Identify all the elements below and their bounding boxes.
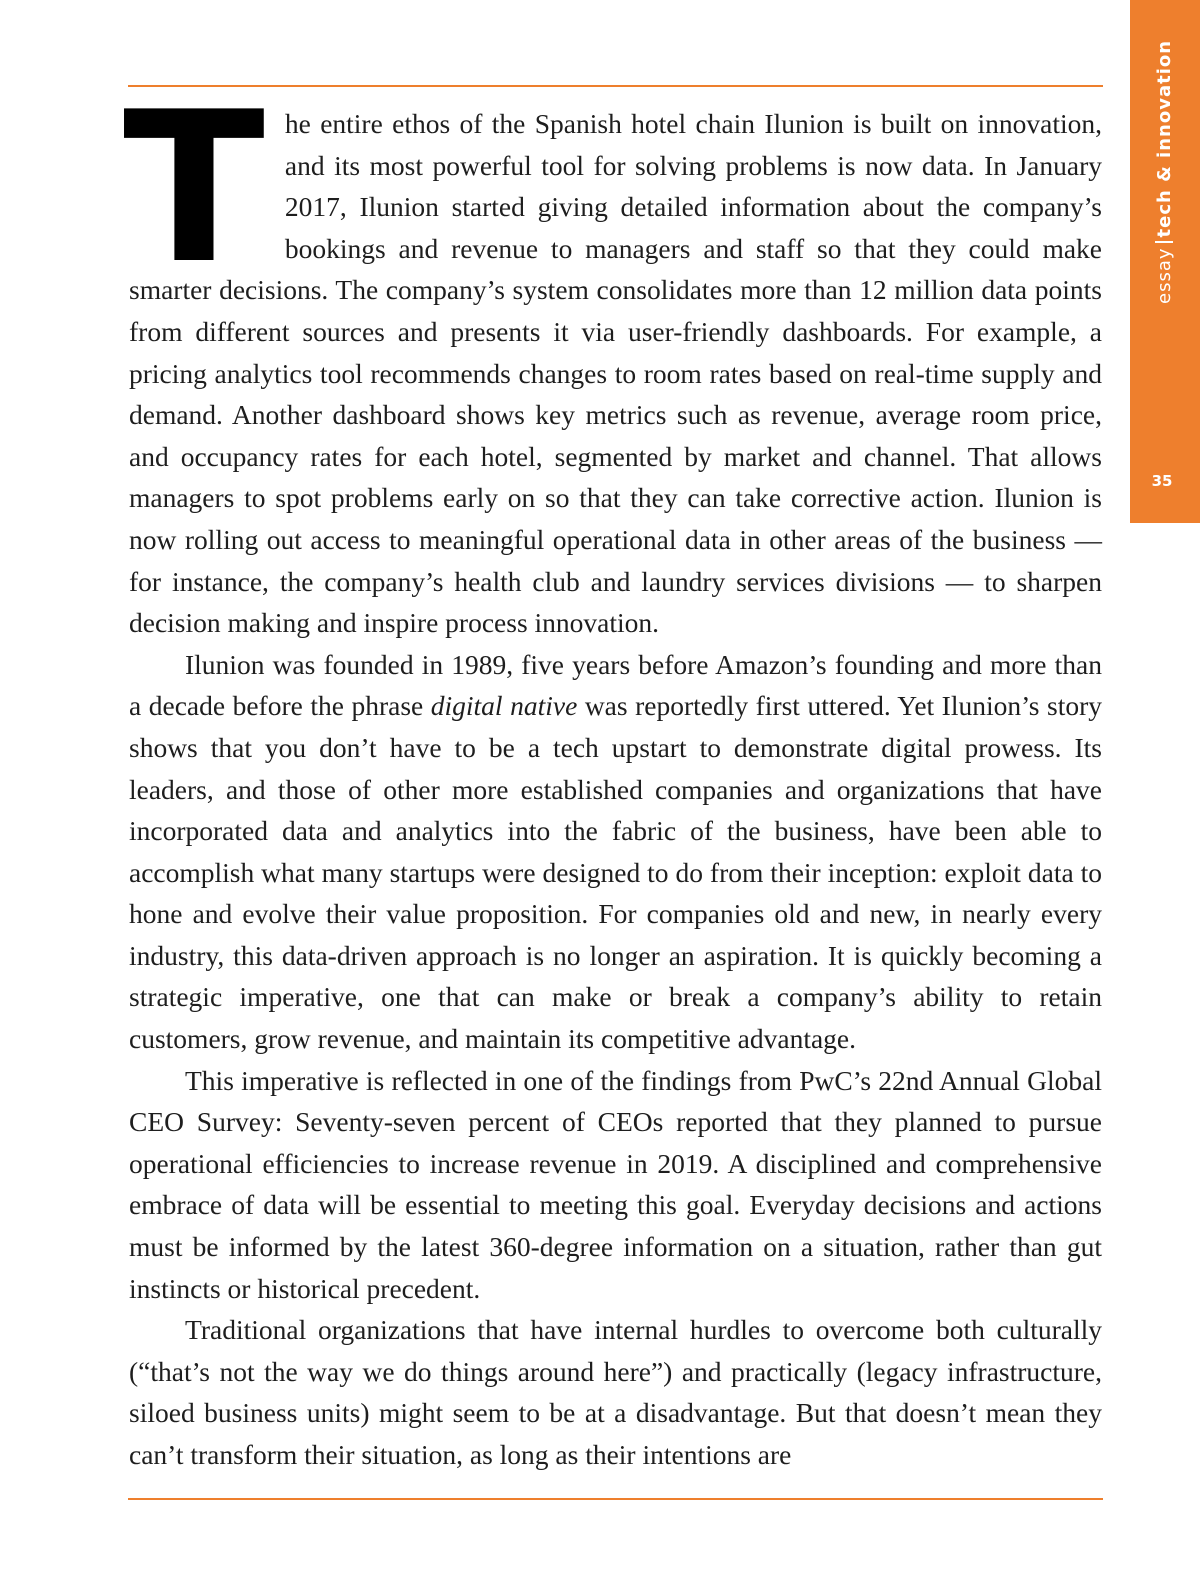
paragraph-2 [129, 644, 1102, 1060]
section-tab [1130, 0, 1200, 523]
paragraph-1-text: he entire ethos of the Spanish hotel chain Ilunion is built on innovation, and its most powerful tool for solving problems is now data. In January 2017, Ilunion started giving detailed information about the company’s bookings and revenue to managers and staff so that they could make smarter decisions. The company’s system consolidates more than 12 million data points from different sources and presents it via user-friendly dashboards. For example, a pricing analytics tool recommends changes to room rates based on real-time supply and demand. Another dashboard shows key metrics such as revenue, average room price, and occupancy rates for each hotel, segmented by market and channel. That allows managers to spot problems early on so that they can take corrective action. Ilunion is now rolling out access to meaningful operational data in other areas of the business — for instance, the company’s health club and laundry services divisions — to sharpen decision making and inspire process innovation. [129, 108, 1102, 639]
paragraph-2-italic: digital native [430, 690, 578, 722]
section-topic: tech & innovation [1154, 39, 1175, 238]
drop-cap: T [123, 68, 265, 310]
paragraph-2-text-before: Ilunion was founded in 1989, five years before Amazon’s founding and more than a decade before the phrase [129, 648, 1102, 722]
section-label [1155, 40, 1175, 304]
page-number: 35 [1151, 472, 1173, 490]
paragraph-1 [123, 68, 1102, 644]
paragraph-4: Traditional organizations that have internal hurdles to overcome both culturally (“that’s not the way we do things around here”) and practically (legacy infrastructure, siloed business units) might seem to be at a disadvantage. But that doesn’t mean they can’t transform their situation, as long as their intentions are [129, 1314, 1102, 1470]
paragraph-2-text-after: was reportedly first uttered. Yet Ilunion’s story shows that you don’t have to be a tech upstart to demonstrate digital prowess. Its leaders, and those of other more established companies and organizations that have incorporated data and analytics into the fabric of the business, have been able to accomplish what many startups were designed to do from their inception: exploit data to hone and evolve their value proposition. For companies old and new, in nearly every industry, this data-driven approach is no longer an aspiration. It is quickly becoming a strategic imperative, one that can make or break a company’s ability to retain customers, grow revenue, and maintain its competitive advantage. [129, 690, 1102, 1055]
bottom-rule [128, 1498, 1103, 1500]
section-name: essay [1154, 247, 1175, 304]
article-body [123, 68, 1102, 1476]
top-rule [128, 85, 1103, 87]
paragraph-3: This imperative is reflected in one of the findings from PwC’s 22nd Annual Global CEO Survey: Seventy-seven percent of CEOs reported that they planned to pursue operational efficiencies to increase revenue in 2019. A disciplined and comprehensive embrace of data will be essential to meeting this goal. Everyday decisions and actions must be informed by the latest 360-degree information on a situation, rather than gut instincts or historical precedent. [129, 1064, 1102, 1304]
section-divider [1155, 241, 1173, 243]
